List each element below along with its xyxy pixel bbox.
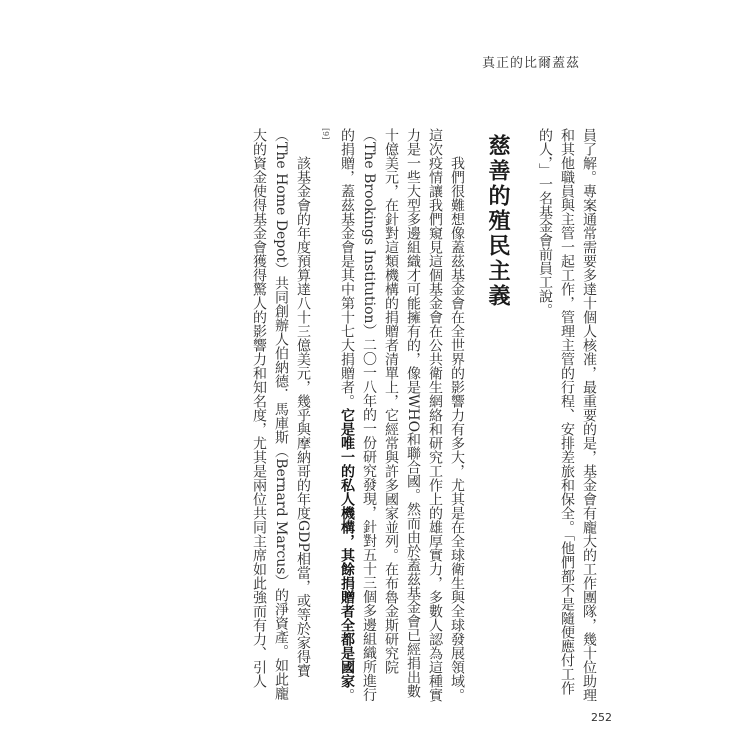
section-heading: 慈善的殖民主義 [485,134,510,309]
body-text [150,128,600,708]
running-header: 真正的比爾蓋茲 [481,56,580,71]
paragraph-continued: 員了解。專案通常需要多達十個人核准，最重要的是，基金會有龐大的工作團隊，幾十位助理和其他職員與主管一起工作，管理主管的行程、安排差旅和保全。「他們都不是隨便應付工作的人，」一名基金會前員工說。 [537,128,597,702]
footnote-ref: [9] [321,128,330,140]
paragraph-influence-end: 。 [339,688,355,702]
emphasis-text: 它是唯一的私人機構，其餘捐贈者全都是國家 [339,408,355,688]
paragraph-budget: 該基金會的年度預算達八十三億美元，幾乎與摩納哥的年度GDP相當，或等於家得寶（The Home Depot）共同創辦人伯納德．馬庫斯（Bernard Marcus）的淨資產。如此龐大的資金使得基金會獲得驚人的影響力和知名度，尤其是兩位共同主席如此強而有力、引人 [251,128,311,701]
paragraph-influence-text: 我們很難想像蓋茲基金會在全世界的影響力有多大，尤其是在全球衛生與全球發展領域。這次疫情讓我們窺見這個基金會在公共衛生網絡和研究工作上的雄厚實力，多數人認為這種實力是一些大型多邊組織才可能擁有的，像是WHO和聯合國。然而由於蓋茲基金會已經捐出數十億美元，在針對這類機構的捐贈者清單上，它經常與許多國家並列。在布魯金斯研究院（The Brookings Institution）二〇一八年的一份研究發現，針對五十三個多邊組織所進行的捐贈，蓋茲基金會是其中第十七大捐贈者。 [339,128,465,702]
paragraph-influence [314,128,468,708]
page-number: 252 [591,711,612,724]
